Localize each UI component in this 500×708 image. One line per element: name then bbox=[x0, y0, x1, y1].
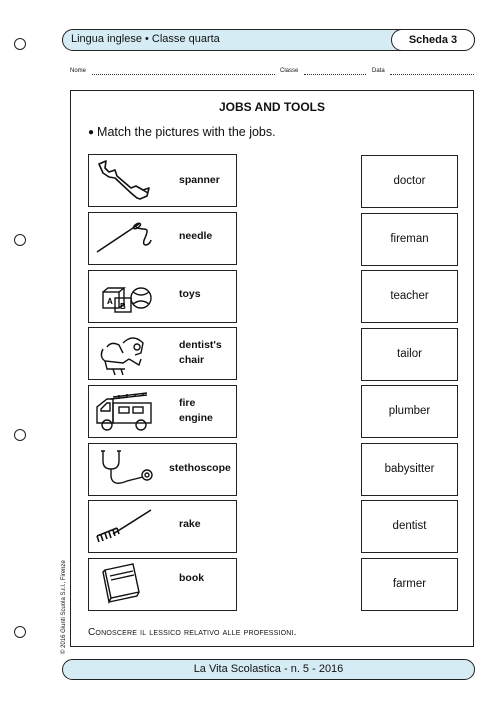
binder-hole-2 bbox=[14, 234, 26, 246]
sheet-number: Scheda 3 bbox=[391, 29, 475, 51]
needle-icon bbox=[93, 216, 155, 262]
tool-label: rake bbox=[179, 518, 201, 530]
bullet-icon: ● bbox=[88, 127, 95, 138]
rake-icon bbox=[93, 504, 155, 550]
stethoscope-icon bbox=[93, 447, 155, 493]
svg-text:A: A bbox=[107, 297, 113, 306]
book-icon bbox=[93, 562, 155, 608]
tool-box-needle[interactable] bbox=[88, 212, 237, 265]
tool-box-spanner[interactable] bbox=[88, 154, 237, 207]
tool-label: dentist's chair bbox=[179, 339, 222, 366]
spanner-icon bbox=[93, 158, 155, 204]
tool-box-fire-engine[interactable] bbox=[88, 385, 237, 438]
tool-label: needle bbox=[179, 230, 213, 242]
job-box[interactable]: plumber bbox=[361, 385, 458, 438]
binder-hole-4 bbox=[14, 626, 26, 638]
job-box[interactable]: dentist bbox=[361, 500, 458, 553]
tool-label: stethoscope bbox=[169, 462, 231, 474]
name-label: Nome bbox=[70, 68, 87, 74]
copyright-notice: © 2016 Giunti Scuola S.r.l., Firenze bbox=[61, 560, 67, 654]
tool-box-toys[interactable] bbox=[88, 270, 237, 323]
tool-label: spanner bbox=[179, 174, 220, 186]
name-field[interactable] bbox=[92, 73, 275, 75]
worksheet-title: JOBS AND TOOLS bbox=[218, 100, 325, 114]
job-box[interactable]: doctor bbox=[361, 155, 458, 208]
tool-box-dentists-chair[interactable] bbox=[88, 327, 237, 380]
footer-bar bbox=[62, 659, 475, 680]
date-label: Data bbox=[372, 68, 385, 74]
job-box[interactable]: babysitter bbox=[361, 443, 458, 496]
class-label: Classe bbox=[280, 68, 299, 74]
tool-box-stethoscope[interactable] bbox=[88, 443, 237, 496]
header-bar bbox=[62, 29, 475, 51]
student-fields bbox=[70, 68, 475, 78]
tool-box-rake[interactable] bbox=[88, 500, 237, 553]
binder-hole-1 bbox=[14, 38, 26, 50]
tool-label: toys bbox=[179, 288, 201, 300]
class-field[interactable] bbox=[304, 73, 366, 75]
binder-hole-3 bbox=[14, 429, 26, 441]
date-field[interactable] bbox=[390, 73, 474, 75]
dentist-chair-icon bbox=[93, 331, 155, 377]
publication-label: La Vita Scolastica - n. 5 - 2016 bbox=[193, 663, 344, 675]
toys-icon bbox=[93, 274, 155, 320]
svg-text:B: B bbox=[120, 302, 126, 311]
tool-box-book[interactable] bbox=[88, 558, 237, 611]
tool-label: fire engine bbox=[179, 397, 213, 424]
subject-label: Lingua inglese • Classe quarta bbox=[71, 33, 220, 45]
tool-label: book bbox=[179, 572, 205, 584]
instruction-text: Match the pictures with the jobs. bbox=[97, 125, 276, 139]
job-box[interactable]: tailor bbox=[361, 328, 458, 381]
job-box[interactable]: farmer bbox=[361, 558, 458, 611]
job-box[interactable]: fireman bbox=[361, 213, 458, 266]
job-box[interactable]: teacher bbox=[361, 270, 458, 323]
learning-objective: Conoscere il lessico relativo alle professioni. bbox=[88, 627, 297, 638]
instruction bbox=[88, 125, 276, 139]
fire-engine-icon bbox=[93, 389, 155, 435]
